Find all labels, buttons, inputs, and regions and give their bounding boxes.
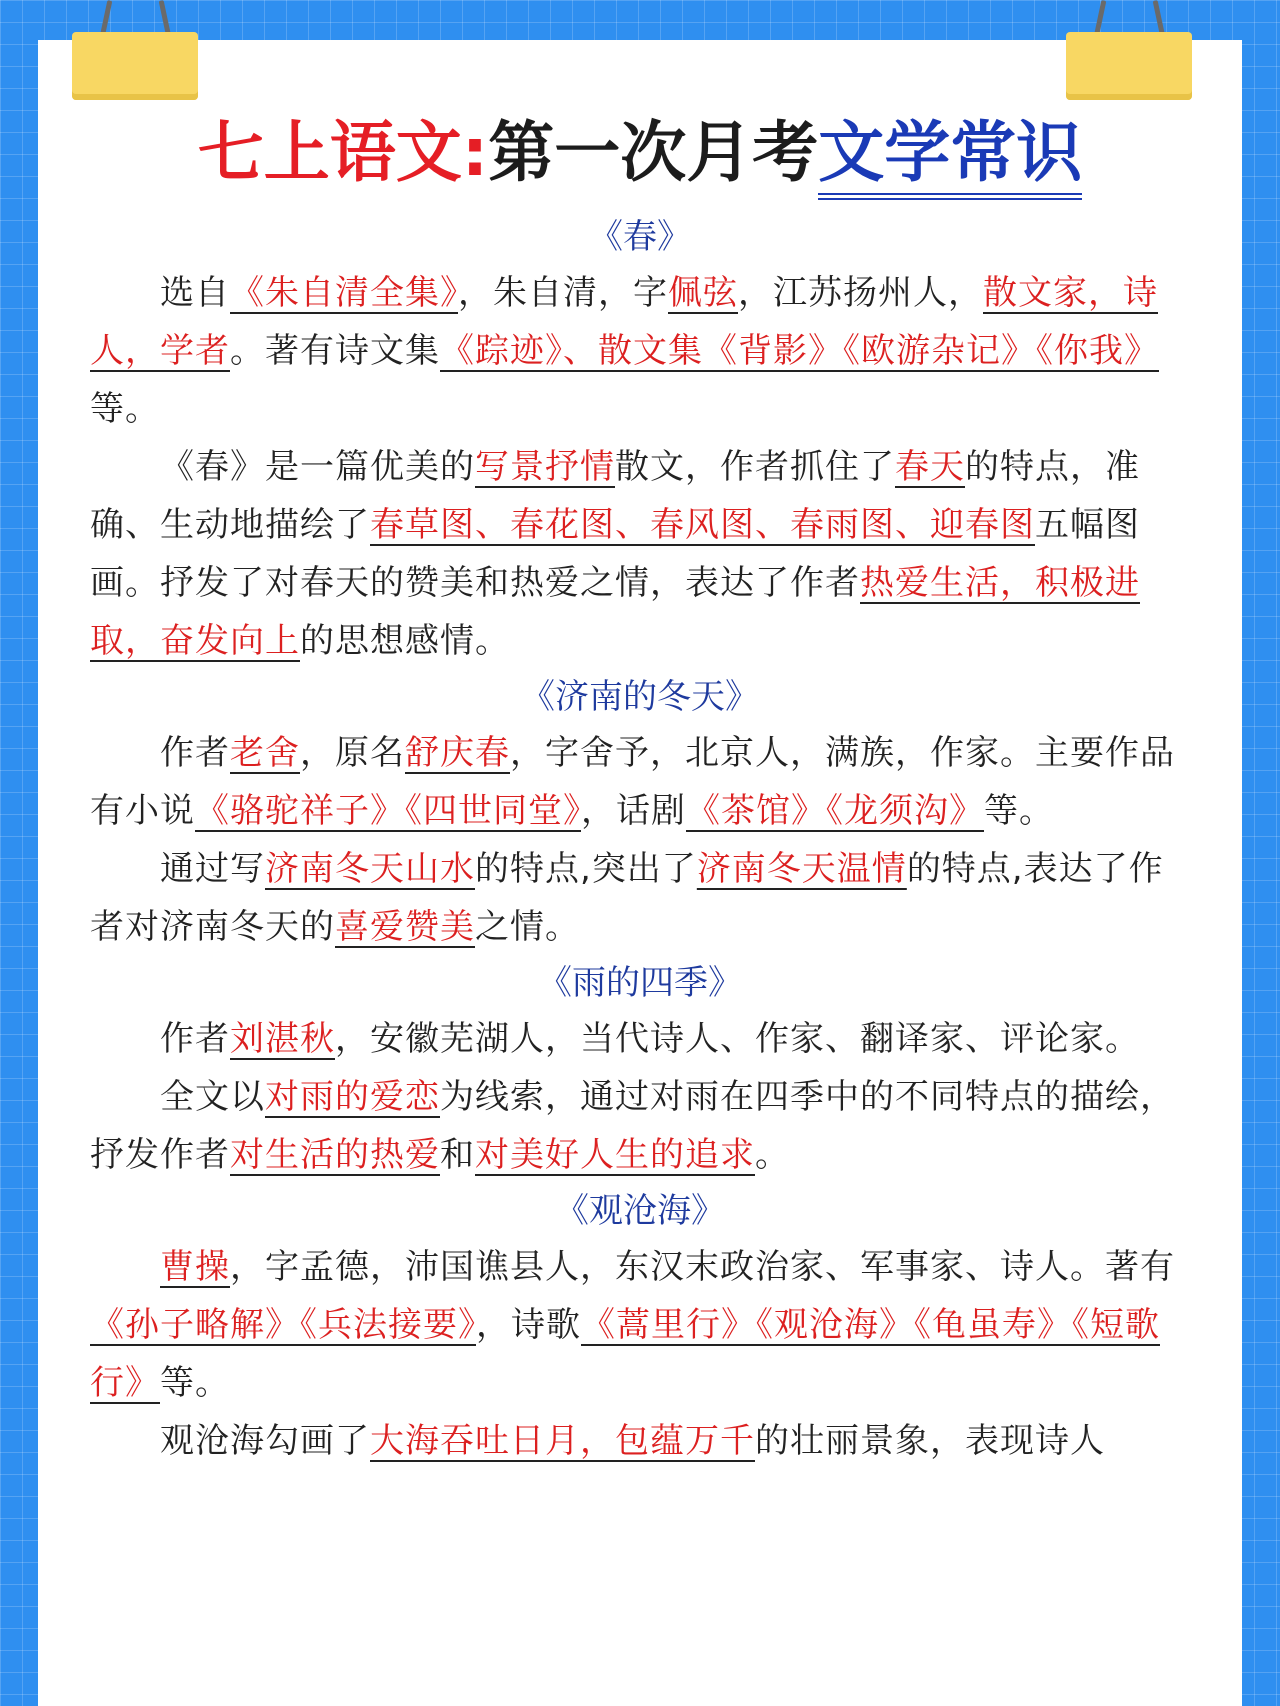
binder-clip-left xyxy=(72,14,198,100)
section-heading-yu: 《雨的四季》 xyxy=(538,963,742,1003)
text-run: 。 xyxy=(755,1135,790,1175)
title-black: 第一次月考 xyxy=(488,114,819,191)
text-run: ，诗歌 xyxy=(476,1305,581,1345)
keyword: 对美好人生的追求 xyxy=(475,1135,755,1175)
keyword: 《蒿里行》《观沧海》《龟虽寿》《短歌行》 xyxy=(90,1305,1160,1403)
text-run: 作者 xyxy=(160,733,230,773)
paragraph-chun-2 xyxy=(90,438,1190,670)
page-title xyxy=(0,108,1280,198)
text-run: 通过写 xyxy=(160,849,265,889)
paragraph-jinan-1 xyxy=(90,724,1190,840)
title-blue: 文学常识 xyxy=(818,114,1082,200)
section-heading-chun: 《春》 xyxy=(589,217,691,257)
text-run: 之情。 xyxy=(475,907,580,947)
text-run: ，原名 xyxy=(300,733,405,773)
keyword: 喜爱赞美 xyxy=(335,907,475,947)
text-run: ，安徽芜湖人，当代诗人、作家、翻译家、评论家。 xyxy=(335,1019,1140,1059)
keyword: 济南冬天温情 xyxy=(696,849,907,889)
text-run: 的思想感情。 xyxy=(300,621,510,661)
keyword: 对生活的热爱 xyxy=(230,1135,440,1175)
section-heading-jinan: 《济南的冬天》 xyxy=(521,677,759,717)
clip-body xyxy=(1066,32,1192,100)
text-run: ，字舍予，北京人，满族，作家。主要作品有小说 xyxy=(90,733,1175,831)
keyword: 《踪迹》、散文集《背影》《欧游杂记》《你我》 xyxy=(440,331,1159,371)
keyword: 写景抒情 xyxy=(475,447,615,487)
text-run: 散文，作者抓住了 xyxy=(615,447,895,487)
article-body xyxy=(90,210,1190,1470)
paragraph-jinan-2 xyxy=(90,840,1190,956)
title-red: 七上语文: xyxy=(197,114,489,191)
keyword: 对雨的爱恋 xyxy=(265,1077,440,1117)
text-run: ，字孟德，沛国谯县人，东汉末政治家、军事家、诗人。著有 xyxy=(230,1247,1175,1287)
keyword: 《骆驼祥子》《四世同堂》 xyxy=(195,791,581,831)
keyword: 《茶馆》《龙须沟》 xyxy=(686,791,984,831)
text-run: 和 xyxy=(440,1135,475,1175)
text-run: 全文以 xyxy=(160,1077,265,1117)
paragraph-chun-1 xyxy=(90,264,1190,438)
text-run: 《春》是一篇优美的 xyxy=(160,447,475,487)
paragraph-canghai-1 xyxy=(90,1238,1190,1412)
keyword: 大海吞吐日月，包蕴万千 xyxy=(370,1421,755,1461)
binder-clip-right xyxy=(1066,14,1192,100)
keyword: 老舍 xyxy=(230,733,300,773)
text-run: 等。 xyxy=(90,389,160,429)
text-run: 等。 xyxy=(984,791,1054,831)
text-run: 。著有诗文集 xyxy=(230,331,440,371)
paragraph-canghai-2 xyxy=(90,1412,1190,1470)
text-run: 为线索，通过对雨在四季中的不同特点的描绘，抒发作者 xyxy=(90,1077,1175,1175)
keyword: 《孙子略解》《兵法接要》 xyxy=(90,1305,476,1345)
text-run: ，话剧 xyxy=(581,791,686,831)
keyword: 《朱自清全集》 xyxy=(230,273,458,313)
text-run: 选自 xyxy=(160,273,230,313)
text-run: 作者 xyxy=(160,1019,230,1059)
keyword: 舒庆春 xyxy=(405,733,510,773)
text-run: 五幅图画。抒发了对春天的赞美和热爱之情，表达了作者 xyxy=(90,505,1140,603)
keyword: 春天 xyxy=(895,447,965,487)
text-run: 的特点，准确、生动地描绘了 xyxy=(90,447,1140,545)
text-run: 的特点,突出了 xyxy=(475,849,697,889)
clip-body xyxy=(72,32,198,100)
text-run: 等。 xyxy=(160,1363,230,1403)
keyword: 春草图、春花图、春风图、春雨图、迎春图 xyxy=(370,505,1035,545)
text-run: ，江苏扬州人， xyxy=(738,273,983,313)
keyword: 散文家，诗人，学者 xyxy=(90,273,1158,371)
keyword: 热爱生活，积极进取，奋发向上 xyxy=(90,563,1140,661)
paragraph-yu-2 xyxy=(90,1068,1190,1184)
paragraph-yu-1 xyxy=(90,1010,1190,1068)
text-run: ，朱自清，字 xyxy=(458,273,668,313)
keyword: 济南冬天山水 xyxy=(265,849,475,889)
section-heading-canghai: 《观沧海》 xyxy=(555,1191,725,1231)
text-run: 的壮丽景象，表现诗人 xyxy=(755,1421,1105,1461)
keyword: 曹操 xyxy=(160,1247,230,1287)
text-run: 观沧海勾画了 xyxy=(160,1421,370,1461)
keyword: 佩弦 xyxy=(668,273,738,313)
text-run: 的特点,表达了作者对济南冬天的 xyxy=(90,849,1164,947)
keyword: 刘湛秋 xyxy=(230,1019,335,1059)
